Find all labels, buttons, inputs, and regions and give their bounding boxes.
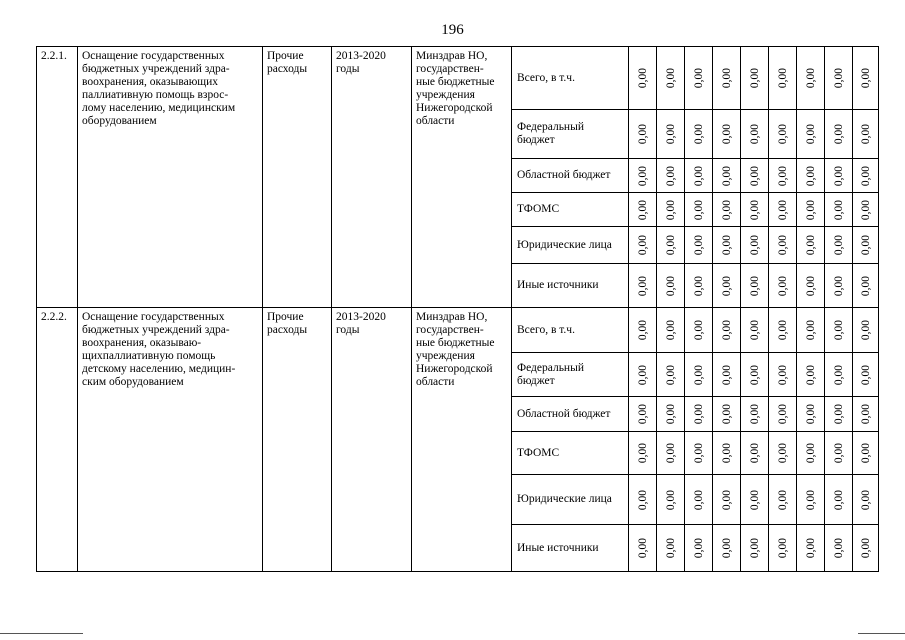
value-cell — [825, 353, 853, 397]
value-text: 0,00 — [664, 199, 677, 220]
value-cell — [685, 47, 713, 110]
expense-type — [263, 47, 332, 308]
value-cell — [853, 308, 879, 353]
period-line: годы — [336, 63, 360, 75]
value-cell — [741, 47, 769, 110]
value-text: 0,00 — [636, 67, 649, 89]
item-name-line: щихпаллиативную помощь — [82, 350, 216, 362]
executor-line: учреждения — [416, 350, 475, 362]
value-cell — [657, 353, 685, 397]
value-cell — [797, 227, 825, 264]
value-text: 0,00 — [776, 199, 789, 220]
value-text: 0,00 — [636, 275, 649, 296]
value-cell — [825, 308, 853, 353]
value-text: 0,00 — [859, 199, 872, 220]
value-text: 0,00 — [720, 275, 733, 296]
item-name-line: оборудованием — [82, 115, 157, 127]
value-text: 0,00 — [776, 364, 789, 385]
value-cell — [629, 525, 657, 572]
value-text: 0,00 — [776, 403, 789, 425]
value-cell — [741, 264, 769, 308]
value-cell — [853, 432, 879, 475]
executor-line: государствен- — [416, 63, 484, 75]
value-text: 0,00 — [664, 537, 677, 559]
value-text: 0,00 — [664, 275, 677, 296]
executor-line: Нижегородской — [416, 102, 493, 114]
value-cell — [797, 110, 825, 159]
value-text: 0,00 — [832, 364, 845, 385]
value-text: 0,00 — [832, 442, 845, 464]
value-text: 0,00 — [720, 123, 733, 145]
value-cell — [741, 525, 769, 572]
executor-line: Минздрав НО, — [416, 311, 488, 323]
value-cell — [825, 227, 853, 264]
value-cell — [769, 432, 797, 475]
value-cell — [713, 159, 741, 193]
expense-type-line: Прочие — [267, 311, 304, 323]
value-cell — [825, 432, 853, 475]
value-cell — [853, 475, 879, 525]
value-text: 0,00 — [804, 234, 817, 256]
value-text: 0,00 — [636, 442, 649, 464]
value-text: 0,00 — [748, 403, 761, 425]
value-cell — [713, 227, 741, 264]
value-cell — [685, 432, 713, 475]
value-cell — [825, 525, 853, 572]
value-text: 0,00 — [692, 199, 705, 220]
value-cell — [657, 397, 685, 432]
value-cell — [769, 475, 797, 525]
value-cell — [713, 308, 741, 353]
value-text: 0,00 — [776, 123, 789, 145]
value-cell — [825, 193, 853, 227]
value-text: 0,00 — [859, 275, 872, 296]
funding-source: Федеральный бюджет — [512, 110, 629, 159]
value-cell — [741, 308, 769, 353]
value-text: 0,00 — [664, 364, 677, 385]
value-text: 0,00 — [776, 442, 789, 464]
value-cell — [853, 227, 879, 264]
item-name-line: воохранения, оказывающих — [82, 76, 219, 88]
value-cell — [713, 353, 741, 397]
footer-rule-left — [0, 633, 83, 634]
value-text: 0,00 — [636, 234, 649, 256]
value-text: 0,00 — [720, 489, 733, 510]
value-text: 0,00 — [720, 67, 733, 89]
item-name-line: воохранения, оказываю- — [82, 337, 202, 349]
value-text: 0,00 — [804, 442, 817, 464]
value-cell — [685, 110, 713, 159]
value-text: 0,00 — [832, 489, 845, 510]
value-cell — [769, 353, 797, 397]
value-cell — [769, 193, 797, 227]
value-cell — [825, 397, 853, 432]
item-name-line: бюджетных учреждений здра- — [82, 324, 230, 336]
value-cell — [657, 159, 685, 193]
period — [332, 47, 412, 308]
value-cell — [741, 193, 769, 227]
value-cell — [797, 47, 825, 110]
executor-line: области — [416, 376, 455, 388]
value-cell — [657, 193, 685, 227]
value-cell — [713, 110, 741, 159]
value-text: 0,00 — [748, 67, 761, 89]
funding-source: ТФОМС — [512, 193, 629, 227]
value-text: 0,00 — [692, 123, 705, 145]
value-cell — [825, 475, 853, 525]
value-text: 0,00 — [859, 234, 872, 256]
funding-source: Областной бюджет — [512, 159, 629, 193]
executor-line: Нижегородской — [416, 363, 493, 375]
value-text: 0,00 — [859, 165, 872, 186]
value-cell — [741, 353, 769, 397]
value-text: 0,00 — [776, 165, 789, 186]
table-row — [37, 47, 879, 110]
value-text: 0,00 — [636, 364, 649, 385]
item-name — [78, 47, 263, 308]
value-cell — [685, 264, 713, 308]
item-name-line: паллиативную помощь взрос- — [82, 89, 229, 101]
value-text: 0,00 — [748, 275, 761, 296]
value-cell — [741, 110, 769, 159]
value-cell — [713, 525, 741, 572]
value-text: 0,00 — [720, 199, 733, 220]
value-text: 0,00 — [832, 199, 845, 220]
item-name-line: Оснащение государственных — [82, 50, 225, 62]
value-cell — [713, 475, 741, 525]
value-cell — [657, 227, 685, 264]
value-text: 0,00 — [832, 123, 845, 145]
item-name-line: детскому населению, медицин- — [82, 363, 236, 375]
value-cell — [629, 264, 657, 308]
value-text: 0,00 — [804, 319, 817, 341]
expense-type — [263, 308, 332, 572]
value-text: 0,00 — [664, 123, 677, 145]
value-cell — [629, 432, 657, 475]
value-text: 0,00 — [664, 319, 677, 341]
value-cell — [685, 193, 713, 227]
value-text: 0,00 — [692, 234, 705, 256]
value-text: 0,00 — [636, 165, 649, 186]
value-text: 0,00 — [636, 319, 649, 341]
value-text: 0,00 — [804, 403, 817, 425]
value-text: 0,00 — [832, 319, 845, 341]
item-name-line: бюджетных учреждений здра- — [82, 63, 230, 75]
value-cell — [853, 397, 879, 432]
funding-source: Юридические лица — [512, 227, 629, 264]
value-text: 0,00 — [804, 165, 817, 186]
value-text: 0,00 — [636, 489, 649, 510]
value-cell — [825, 47, 853, 110]
funding-source: Федеральный бюджет — [512, 353, 629, 397]
funding-source: Иные источники — [512, 264, 629, 308]
value-cell — [685, 475, 713, 525]
value-cell — [825, 110, 853, 159]
item-name — [78, 308, 263, 572]
value-text: 0,00 — [748, 319, 761, 341]
value-text: 0,00 — [804, 364, 817, 385]
value-text: 0,00 — [832, 165, 845, 186]
value-cell — [825, 159, 853, 193]
value-text: 0,00 — [804, 199, 817, 220]
value-text: 0,00 — [692, 319, 705, 341]
value-text: 0,00 — [720, 234, 733, 256]
value-cell — [769, 308, 797, 353]
executor-line: учреждения — [416, 89, 475, 101]
value-cell — [713, 47, 741, 110]
value-cell — [741, 227, 769, 264]
page-number: 196 — [441, 22, 464, 38]
value-cell — [853, 47, 879, 110]
item-name-line: ским оборудованием — [82, 376, 184, 388]
value-cell — [769, 397, 797, 432]
value-text: 0,00 — [692, 489, 705, 510]
value-cell — [657, 475, 685, 525]
funding-source: ТФОМС — [512, 432, 629, 475]
value-text: 0,00 — [859, 123, 872, 145]
value-text: 0,00 — [748, 537, 761, 559]
value-text: 0,00 — [720, 403, 733, 425]
value-cell — [853, 110, 879, 159]
item-name-line: Оснащение государственных — [82, 311, 225, 323]
program-table — [36, 46, 879, 572]
value-text: 0,00 — [776, 67, 789, 89]
value-text: 0,00 — [776, 537, 789, 559]
value-cell — [741, 475, 769, 525]
value-cell — [797, 475, 825, 525]
value-cell — [769, 159, 797, 193]
value-text: 0,00 — [664, 489, 677, 510]
value-text: 0,00 — [692, 67, 705, 89]
value-text: 0,00 — [776, 275, 789, 296]
executor — [412, 308, 512, 572]
value-text: 0,00 — [804, 275, 817, 296]
value-cell — [713, 432, 741, 475]
value-text: 0,00 — [859, 364, 872, 385]
executor-line: области — [416, 115, 455, 127]
expense-type-line: расходы — [267, 324, 308, 336]
value-text: 0,00 — [720, 442, 733, 464]
period-line: 2013-2020 — [336, 311, 386, 323]
value-cell — [713, 193, 741, 227]
value-text: 0,00 — [859, 67, 872, 89]
value-text: 0,00 — [664, 234, 677, 256]
value-cell — [629, 397, 657, 432]
value-text: 0,00 — [776, 319, 789, 341]
value-cell — [713, 397, 741, 432]
value-cell — [685, 397, 713, 432]
value-cell — [769, 525, 797, 572]
funding-source: Юридические лица — [512, 475, 629, 525]
value-cell — [685, 159, 713, 193]
value-cell — [629, 308, 657, 353]
funding-source: Всего, в т.ч. — [512, 47, 629, 110]
value-text: 0,00 — [692, 537, 705, 559]
value-cell — [853, 193, 879, 227]
funding-source: Всего, в т.ч. — [512, 308, 629, 353]
value-text: 0,00 — [859, 403, 872, 425]
value-cell — [685, 227, 713, 264]
value-text: 0,00 — [748, 234, 761, 256]
value-text: 0,00 — [859, 537, 872, 559]
value-text: 0,00 — [636, 123, 649, 145]
value-text: 0,00 — [664, 442, 677, 464]
item-number: 2.2.2. — [37, 308, 78, 572]
value-cell — [853, 159, 879, 193]
executor-line: ные бюджетные — [416, 337, 495, 349]
value-cell — [629, 110, 657, 159]
value-cell — [769, 264, 797, 308]
executor-line: ные бюджетные — [416, 76, 495, 88]
period-line: годы — [336, 324, 360, 336]
value-text: 0,00 — [748, 442, 761, 464]
value-text: 0,00 — [692, 165, 705, 186]
value-cell — [769, 110, 797, 159]
value-text: 0,00 — [664, 67, 677, 89]
value-cell — [629, 159, 657, 193]
value-cell — [713, 264, 741, 308]
value-text: 0,00 — [692, 364, 705, 385]
value-text: 0,00 — [748, 489, 761, 510]
value-text: 0,00 — [720, 364, 733, 385]
value-cell — [853, 525, 879, 572]
value-cell — [797, 432, 825, 475]
value-cell — [741, 159, 769, 193]
value-text: 0,00 — [748, 364, 761, 385]
period-line: 2013-2020 — [336, 50, 386, 62]
value-cell — [797, 193, 825, 227]
value-cell — [657, 308, 685, 353]
value-cell — [657, 264, 685, 308]
value-cell — [657, 525, 685, 572]
value-text: 0,00 — [832, 275, 845, 296]
value-cell — [853, 264, 879, 308]
value-text: 0,00 — [692, 442, 705, 464]
funding-source: Иные источники — [512, 525, 629, 572]
value-text: 0,00 — [859, 489, 872, 510]
value-text: 0,00 — [776, 489, 789, 510]
value-text: 0,00 — [636, 403, 649, 425]
value-text: 0,00 — [748, 199, 761, 220]
value-cell — [797, 159, 825, 193]
value-cell — [741, 432, 769, 475]
value-cell — [685, 353, 713, 397]
value-text: 0,00 — [804, 489, 817, 510]
value-text: 0,00 — [804, 537, 817, 559]
value-text: 0,00 — [664, 403, 677, 425]
value-cell — [629, 227, 657, 264]
value-cell — [825, 264, 853, 308]
value-cell — [797, 353, 825, 397]
value-cell — [629, 475, 657, 525]
value-cell — [797, 308, 825, 353]
executor-line: Минздрав НО, — [416, 50, 488, 62]
value-text: 0,00 — [720, 319, 733, 341]
value-cell — [797, 397, 825, 432]
value-text: 0,00 — [832, 67, 845, 89]
item-number: 2.2.1. — [37, 47, 78, 308]
expense-type-line: расходы — [267, 63, 308, 75]
value-text: 0,00 — [832, 234, 845, 256]
value-text: 0,00 — [804, 123, 817, 145]
value-cell — [769, 47, 797, 110]
value-text: 0,00 — [748, 123, 761, 145]
value-text: 0,00 — [804, 67, 817, 89]
period — [332, 308, 412, 572]
value-cell — [629, 353, 657, 397]
value-text: 0,00 — [832, 537, 845, 559]
value-cell — [629, 47, 657, 110]
value-cell — [741, 397, 769, 432]
expense-type-line: Прочие — [267, 50, 304, 62]
value-text: 0,00 — [859, 319, 872, 341]
value-text: 0,00 — [636, 537, 649, 559]
value-text: 0,00 — [692, 275, 705, 296]
funding-source: Областной бюджет — [512, 397, 629, 432]
value-text: 0,00 — [720, 537, 733, 559]
value-text: 0,00 — [692, 403, 705, 425]
value-cell — [657, 47, 685, 110]
value-cell — [853, 353, 879, 397]
executor-line: государствен- — [416, 324, 484, 336]
footer-rule-right — [858, 633, 905, 634]
item-name-line: лому населению, медицинским — [82, 102, 236, 114]
value-text: 0,00 — [832, 403, 845, 425]
value-text: 0,00 — [664, 165, 677, 186]
value-cell — [685, 308, 713, 353]
value-cell — [629, 193, 657, 227]
value-text: 0,00 — [776, 234, 789, 256]
value-text: 0,00 — [748, 165, 761, 186]
value-cell — [797, 525, 825, 572]
value-cell — [657, 432, 685, 475]
table-row — [37, 308, 879, 353]
value-cell — [797, 264, 825, 308]
value-cell — [685, 525, 713, 572]
value-cell — [769, 227, 797, 264]
value-text: 0,00 — [859, 442, 872, 464]
executor — [412, 47, 512, 308]
value-cell — [657, 110, 685, 159]
value-text: 0,00 — [720, 165, 733, 186]
value-text: 0,00 — [636, 199, 649, 220]
